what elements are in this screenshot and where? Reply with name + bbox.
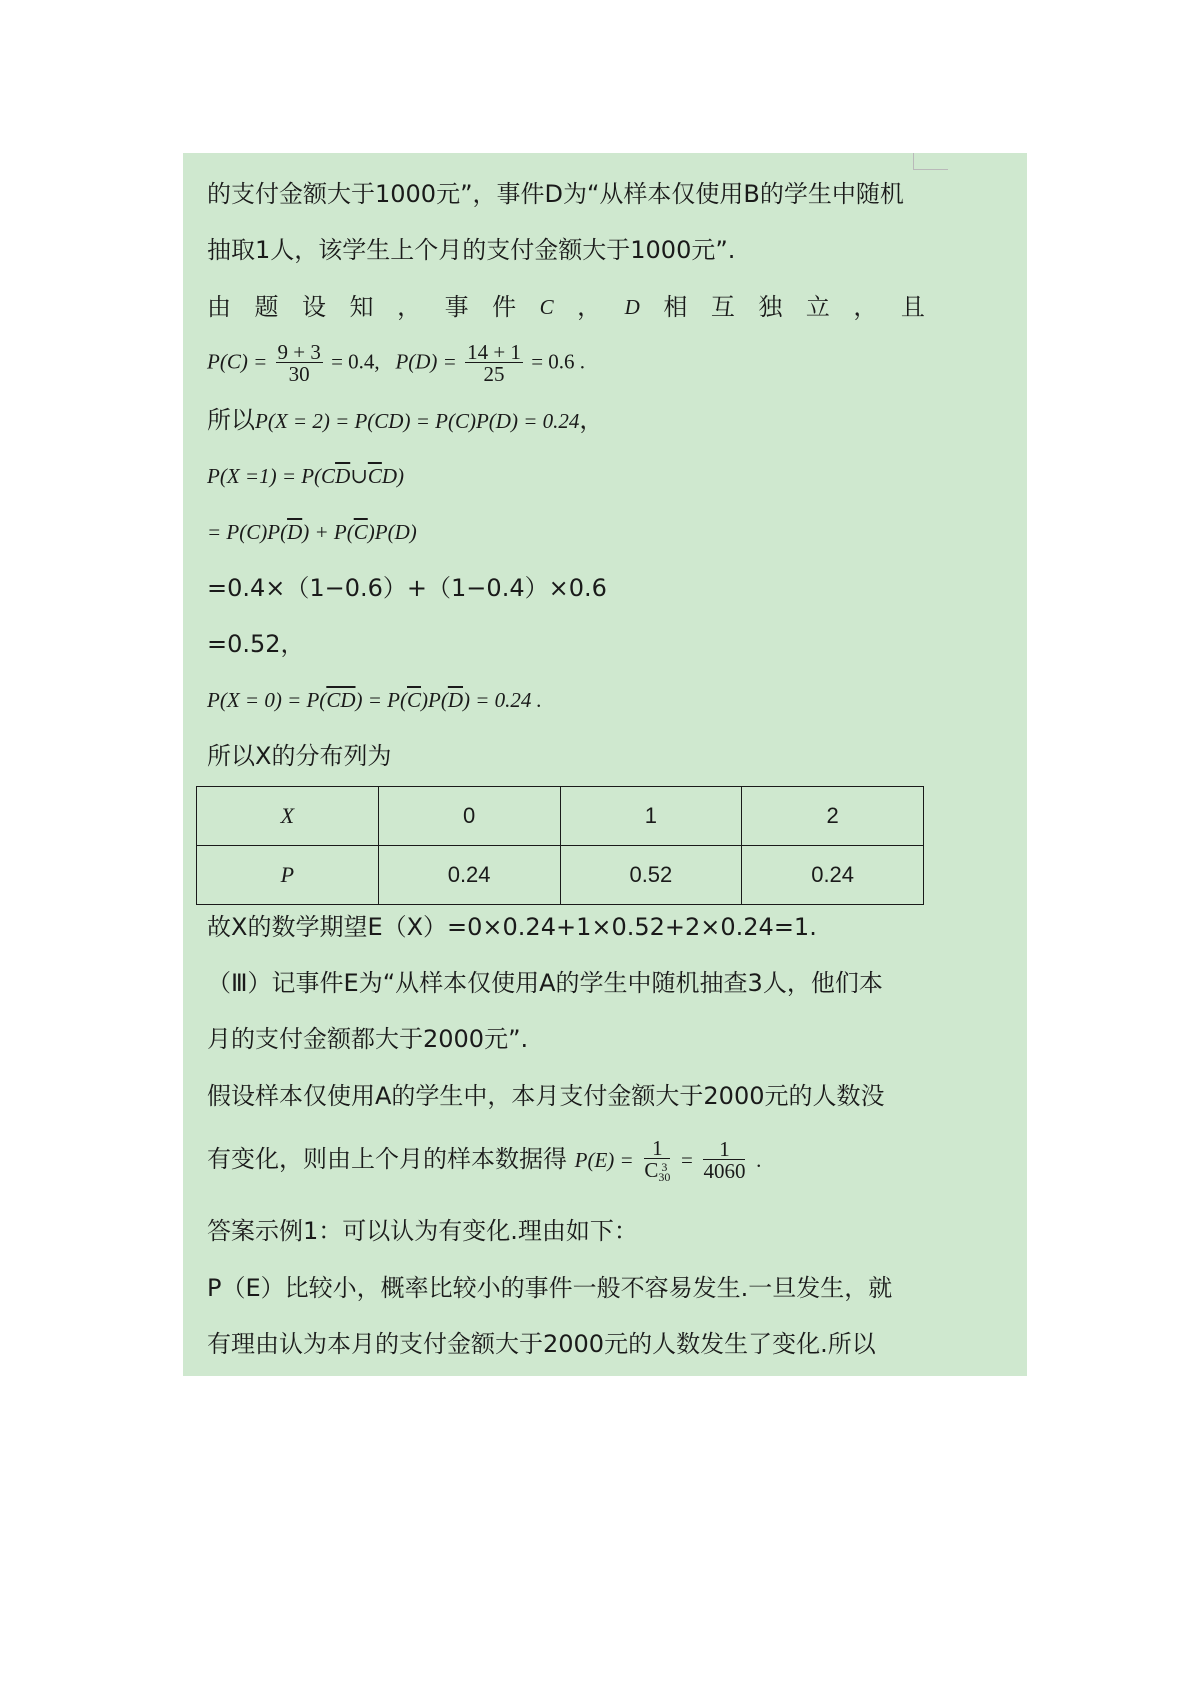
comb-sub: 30 xyxy=(658,1170,671,1185)
l10-f: $\overline{D}$ xyxy=(447,688,464,712)
pe-lhs: P(E) = xyxy=(574,1148,634,1173)
text-line-15: 假设样本仅使用A的学生中，本月支付金额大于2000元的人数没 xyxy=(207,1082,885,1110)
pd-lhs: P(D) = xyxy=(395,349,457,374)
l6-a: P(X =1) = P(C xyxy=(207,464,336,488)
text-line-18: P（E）比较小，概率比较小的事件一般不容易发生.一旦发生，就 xyxy=(207,1274,893,1302)
text-line-19: 有理由认为本月的支付金额大于2000元的人数发生了变化.所以 xyxy=(207,1330,876,1358)
pe-numerator-2: 1 xyxy=(703,1139,745,1160)
pe-fraction-1 xyxy=(644,1136,671,1185)
l7-d: $\overline{C}$ xyxy=(353,520,368,544)
table-cell: 2 xyxy=(742,787,924,846)
text-line-14: 月的支付金额都大于2000元”. xyxy=(207,1025,529,1053)
l7-e: )P(D) xyxy=(367,520,417,544)
pe-eq: = xyxy=(681,1148,693,1173)
text-line-3 xyxy=(207,292,925,322)
pc-fraction xyxy=(276,342,323,385)
table-cell: P xyxy=(197,846,379,905)
pe-end: . xyxy=(756,1148,762,1173)
l6-c: ∪ xyxy=(350,464,368,488)
pd-fraction xyxy=(465,342,523,385)
l7-a: = P(C)P( xyxy=(207,520,288,544)
pe-numerator-1: 1 xyxy=(644,1138,670,1159)
char: 由 xyxy=(207,293,231,321)
text-line-2: 抽取1人，该学生上个月的支付金额大于1000元”. xyxy=(207,236,736,264)
distribution-table xyxy=(196,786,924,905)
table-row xyxy=(197,846,924,905)
char: 设 xyxy=(302,293,327,321)
table-cell: 0 xyxy=(378,787,560,846)
table-cell: 1 xyxy=(560,787,742,846)
text-line-17: 答案示例1：可以认为有变化.理由如下： xyxy=(207,1217,638,1245)
l5-suffix: ， xyxy=(579,406,604,434)
l7-c: ) + P( xyxy=(302,520,354,544)
pd-rhs: = 0.6 . xyxy=(531,349,586,374)
text-line-12: 故X的数学期望E（X）=0×0.24+1×0.52+2×0.24=1. xyxy=(207,913,817,941)
char: 事 xyxy=(444,293,469,321)
text-line-9: =0.52， xyxy=(207,630,305,658)
pe-fraction-2 xyxy=(703,1136,746,1183)
formula-line-7 xyxy=(207,517,417,547)
char: C xyxy=(539,295,554,319)
char: 知 xyxy=(349,293,374,321)
text-line-1: 的支付金额大于1000元”，事件D为“从样本仅使用B的学生中随机 xyxy=(207,180,904,208)
formula-line-10 xyxy=(207,685,542,715)
comb-symbol: C xyxy=(644,1158,659,1182)
l6-e: D) xyxy=(381,464,405,488)
char: 件 xyxy=(492,293,517,321)
l10-c: ) = P( xyxy=(355,688,407,712)
comb-sup: 3 xyxy=(661,1160,668,1175)
l5-prefix: 所以 xyxy=(207,406,255,434)
page-corner-mark xyxy=(913,153,948,170)
l16-text: 有变化，则由上个月的样本数据得 xyxy=(207,1145,567,1174)
text-line-8: =0.4×（1−0.6）+（1−0.4）×0.6 xyxy=(207,574,607,602)
char: ， xyxy=(853,293,878,321)
pd-numerator: 14 + 1 xyxy=(467,340,521,364)
char: 互 xyxy=(710,293,735,321)
char: 且 xyxy=(900,293,925,321)
l6-b: $\overline{D}$ xyxy=(335,464,351,488)
char: 立 xyxy=(805,293,830,321)
char: D xyxy=(624,295,640,319)
pc-lhs: P(C) = xyxy=(207,349,268,374)
pc-numerator: 9 + 3 xyxy=(277,340,321,364)
l10-b: $\overline{CD}$ xyxy=(326,688,356,712)
table-cell: 0.24 xyxy=(742,846,924,905)
l10-e: )P( xyxy=(421,688,448,712)
pe-denominator-2: 4060 xyxy=(703,1158,746,1183)
pe-denominator-1 xyxy=(644,1158,671,1185)
char: 题 xyxy=(254,293,279,321)
table-row xyxy=(197,787,924,846)
char: 独 xyxy=(758,293,783,321)
char: 相 xyxy=(663,293,688,321)
char: ， xyxy=(577,293,602,321)
pd-denominator: 25 xyxy=(483,362,505,386)
text-line-11: 所以X的分布列为 xyxy=(207,742,392,770)
table-cell: 0.24 xyxy=(378,846,560,905)
l10-g: ) = 0.24 . xyxy=(463,688,542,712)
pc-rhs: = 0.4, xyxy=(331,349,380,374)
l10-d: $\overline{C}$ xyxy=(407,688,422,712)
l5-formula: P(X = 2) = P(CD) = P(C)P(D) = 0.24 xyxy=(255,409,580,433)
table-cell: 0.52 xyxy=(560,846,742,905)
text-line-16 xyxy=(207,1136,762,1185)
formula-line-6 xyxy=(207,461,404,491)
l6-d: $\overline{C}$ xyxy=(367,464,382,488)
l10-a: P(X = 0) = P( xyxy=(207,688,327,712)
pc-denominator: 30 xyxy=(288,362,310,386)
text-line-5 xyxy=(207,405,603,436)
probability-formula-line xyxy=(207,342,585,385)
table-cell: X xyxy=(197,787,379,846)
char: ， xyxy=(397,293,422,321)
text-line-13: （Ⅲ）记事件E为“从样本仅使用A的学生中随机抽查3人，他们本 xyxy=(207,969,883,997)
l7-b: $\overline{D}$ xyxy=(287,520,303,544)
